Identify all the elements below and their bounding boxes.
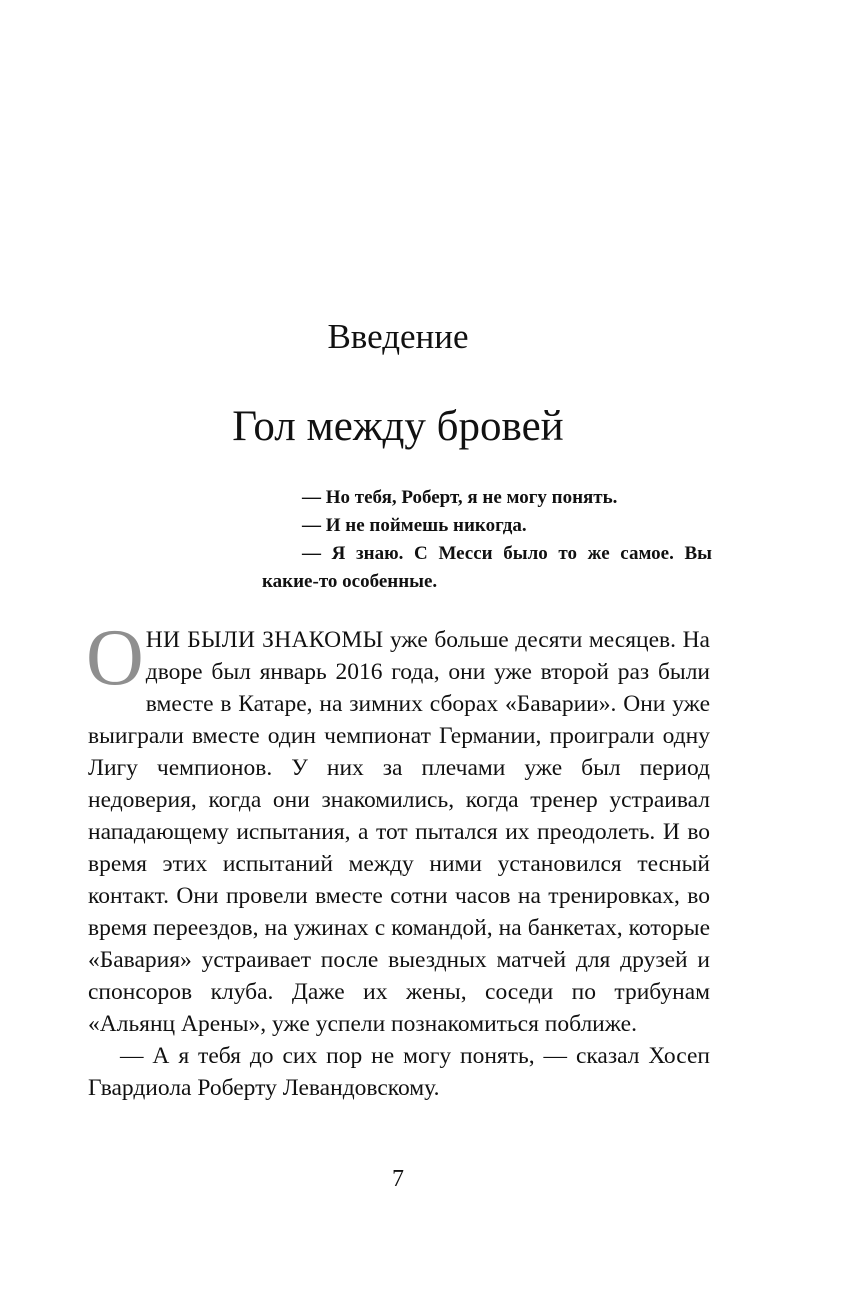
epigraph-line: — И не поймешь никогда. bbox=[302, 515, 527, 536]
body-text bbox=[86, 614, 710, 1104]
epigraph-line: — Но тебя, Роберт, я не могу понять. bbox=[302, 487, 618, 508]
paragraph-1 bbox=[86, 614, 710, 1040]
drop-cap: О bbox=[86, 614, 144, 702]
epigraph bbox=[262, 484, 712, 596]
section-label: Введение bbox=[327, 317, 469, 356]
lead-caps: НИ БЫЛИ ЗНАКОМЫ bbox=[145, 627, 384, 653]
page-number: 7 bbox=[392, 1166, 404, 1192]
paragraph-2: — А я тебя до сих пор не могу понять, — сказал Хосеп Гвардиола Роберту Левандовскому. bbox=[88, 1043, 710, 1101]
epigraph-line: — Я знаю. С Месси было то же самое. Вы какие-то особенные. bbox=[262, 543, 712, 592]
paragraph-1-text: уже больше десяти месяцев. На дворе был январь 2016 года, они уже второй раз были вместе в Катаре, на зимних сборах «Баварии». Они уже выиграли вместе один чемпионат Германии, проиграли одну Лигу чемпионов. У них за плечами уже был период недоверия, когда они знакомились, когда тренер устраивал нападающему испытания, а тот пытался их преодолеть. И во время этих испытаний между ними установился тесный контакт. Они провели вместе сотни часов на тренировках, во время переездов, на ужинах с командой, на банкетах, которые «Бавария» устраивает после выездных матчей для друзей и спонсоров клуба. Даже их жены, соседи по трибунам «Альянц Арены», уже успели познакомиться поближе. bbox=[88, 627, 710, 1037]
chapter-title: Гол между бровей bbox=[232, 403, 564, 450]
